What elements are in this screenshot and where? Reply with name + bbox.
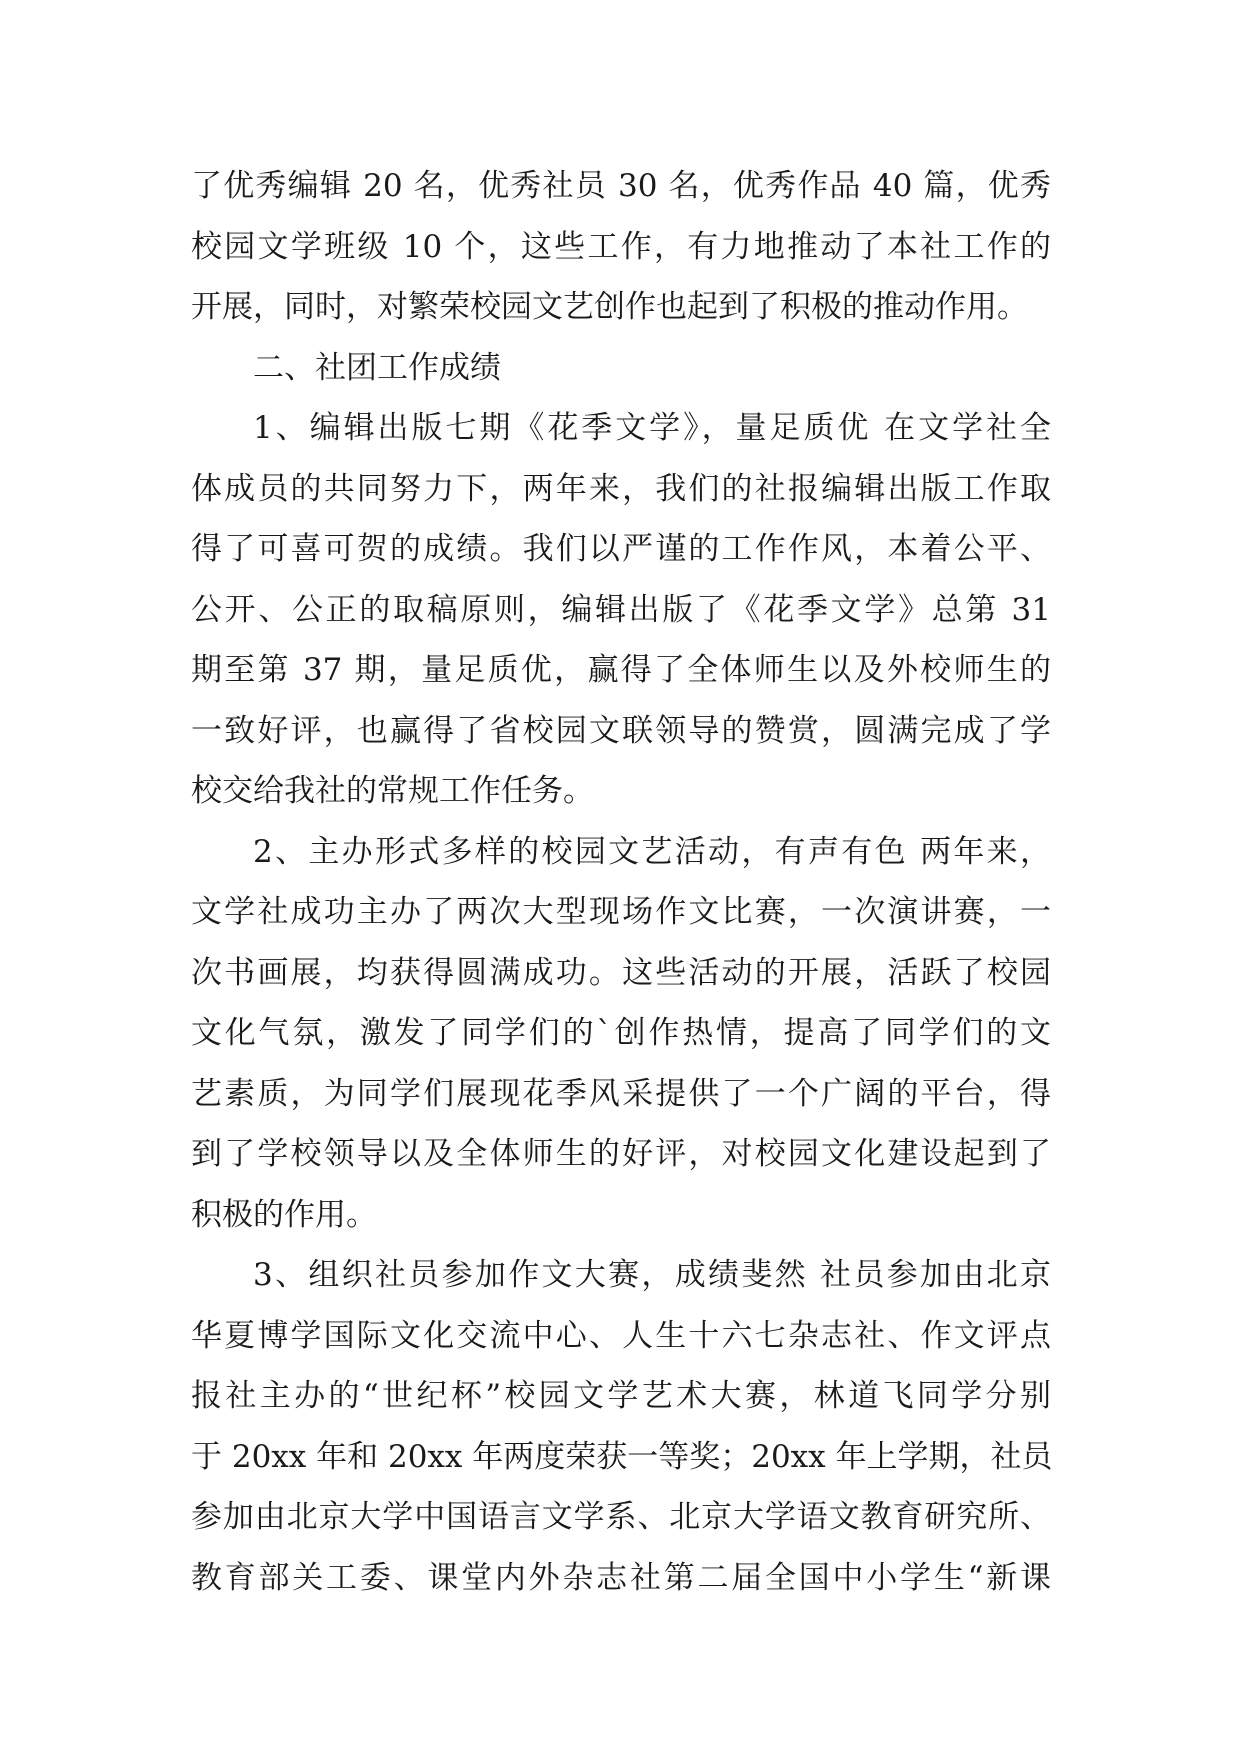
text-line: 公开、公正的取稿原则，编辑出版了《花季文学》总第 31 <box>191 591 1051 628</box>
text-line: 体成员的共同努力下，两年来，我们的社报编辑出版工作取 <box>191 470 1051 507</box>
text-line: 3、组织社员参加作文大赛，成绩斐然 社员参加由北京 <box>253 1257 1051 1293</box>
text-line: 校园文学班级 10 个，这些工作，有力地推动了本社工作的 <box>191 228 1051 265</box>
text-line: 文化气氛，激发了同学们的`创作热情，提高了同学们的文 <box>191 1015 1051 1051</box>
text-line: 1、编辑出版七期《花季文学》，量足质优 在文学社全 <box>253 410 1051 446</box>
text-line: 艺素质，为同学们展现花季风采提供了一个广阔的平台，得 <box>191 1075 1051 1112</box>
text-line: 校交给我社的常规工作任务。 <box>191 773 594 809</box>
text-line: 2、主办形式多样的校园文艺活动，有声有色 两年来， <box>253 833 1051 870</box>
text-line: 文学社成功主办了两次大型现场作文比赛，一次演讲赛，一 <box>191 894 1051 930</box>
text-line: 得了可喜可贺的成绩。我们以严谨的工作作风，本着公平、 <box>191 531 1051 567</box>
text-line: 于 20xx 年和 20xx 年两度荣获一等奖；20xx 年上学期，社员 <box>191 1438 1053 1475</box>
text-line: 期至第 37 期，量足质优，赢得了全体师生以及外校师生的 <box>191 652 1051 688</box>
text-line: 报社主办的“世纪杯”校园文学艺术大赛，林道飞同学分别 <box>191 1378 1051 1414</box>
text-line: 到了学校领导以及全体师生的好评，对校园文化建设起到了 <box>191 1136 1051 1172</box>
text-line: 华夏博学国际文化交流中心、人生十六七杂志社、作文评点 <box>191 1317 1051 1354</box>
text-line: 开展，同时，对繁荣校园文艺创作也起到了积极的推动作用。 <box>191 289 1028 325</box>
text-line: 了优秀编辑 20 名，优秀社员 30 名，优秀作品 40 篇，优秀 <box>191 168 1051 204</box>
text-line: 教育部关工委、课堂内外杂志社第二届全国中小学生“新课 <box>191 1559 1051 1596</box>
text-line: 次书画展，均获得圆满成功。这些活动的开展，活跃了校园 <box>191 954 1051 991</box>
text-line: 一致好评，也赢得了省校园文联领导的赞赏，圆满完成了学 <box>191 712 1051 749</box>
section-heading: 二、社团工作成绩 <box>253 349 501 386</box>
text-line: 参加由北京大学中国语言文学系、北京大学语文教育研究所、 <box>191 1499 1051 1535</box>
body-text <box>191 156 1051 1608</box>
text-line: 积极的作用。 <box>191 1196 377 1233</box>
